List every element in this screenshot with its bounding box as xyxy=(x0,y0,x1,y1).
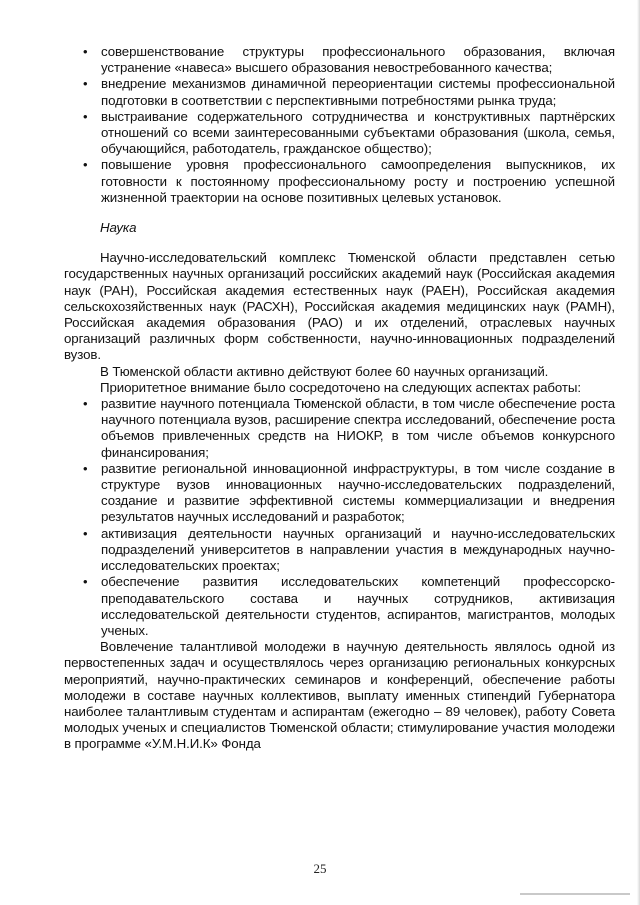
bullet-icon: • xyxy=(83,460,88,476)
list-item xyxy=(64,157,615,206)
list-item xyxy=(64,461,615,526)
bullet-icon: • xyxy=(83,108,88,124)
paragraph: Приоритетное внимание было сосредоточено на следующих аспектах работы: xyxy=(100,379,581,395)
list-item-text: развитие региональной инновационной инфраструктуры, в том числе создание в структуре вузов инновационных научно-исследовательских подразделений, создание и развитие эффективной системы коммерциализации и внедрения результатов научных исследований и разработок; xyxy=(101,460,615,525)
page-number: 25 xyxy=(313,861,327,876)
list-item-text: обеспечение развития исследовательских компетенций профессорско-преподавательского состава и научных сотрудников, активизация исследовательской деятельности студентов, аспирантов, магистрантов, молодых ученых. xyxy=(101,574,615,638)
page-content xyxy=(64,44,615,753)
section-heading: Наука xyxy=(100,220,137,236)
scan-bottom-mark xyxy=(520,893,630,895)
list-item-text: выстраивание содержательного сотрудничества и конструктивных партнёрских отношений со всеми заинтересованными субъектами образования (школа, семья, обучающийся, работодатель, гражданское общество); xyxy=(101,108,615,157)
bullet-icon: • xyxy=(83,525,88,541)
list-item-text: повышение уровня профессионального самоопределения выпускников, их готовности к постоянному профессиональному росту и построению успешной жизненной траектории на основе позитивных целевых установок. xyxy=(101,157,615,205)
science-bullet-list xyxy=(64,396,615,639)
bullet-icon: • xyxy=(83,44,88,59)
education-bullet-list xyxy=(64,44,615,206)
paragraph: Научно-исследовательский комплекс Тюменской области представлен сетью государственных научных организаций российских академий наук (Российская академия наук (РАН), Российская академия естественных наук (РАЕН), Российская академия сельскохозяйственных наук (РАСХН), Российская академия медицинских наук (РАМН), Российская академия образования (РАО) и их отделений, отраслевых научных организаций различных форм собственности, научно-инновационных подразделений вузов. xyxy=(64,250,615,363)
list-item-text: развитие научного потенциала Тюменской области, в том числе обеспечение роста научного потенциала вузов, расширение спектра исследований, обеспечение роста объемов привлеченных средств на НИОКР, в том числе объемов конкурсного финансирования; xyxy=(101,396,615,460)
list-item xyxy=(64,44,615,76)
list-item-text: внедрение механизмов динамичной переориентации системы профессиональной подготовки в соответствии с перспективными потребностями рынка труда; xyxy=(101,76,615,108)
paragraph: В Тюменской области активно действуют более 60 научных организаций. xyxy=(100,363,549,379)
list-item-text: совершенствование структуры профессионального образования, включая устранение «навеса» высшего образования невостребованного качества; xyxy=(101,44,615,76)
list-item xyxy=(64,109,615,158)
list-item xyxy=(64,76,615,108)
bullet-icon: • xyxy=(83,157,88,173)
bullet-icon: • xyxy=(83,574,88,590)
list-item xyxy=(64,526,615,575)
list-item-text: активизация деятельности научных организаций и научно-исследовательских подразделений университетов в направлении участия в международных научно-исследовательских проектах; xyxy=(101,525,615,574)
list-item xyxy=(64,396,615,461)
bullet-icon: • xyxy=(83,396,88,412)
closing-paragraph: Вовлечение талантливой молодежи в научную деятельность являлось одной из первостепенных задач и осуществлялось через организацию региональных конкурсных мероприятий, научно-практических семинаров и конференций, обеспечение работы молодежи в составе научных коллективов, выплату именных стипендий Губернатора наиболее талантливым студентам и аспирантам (ежегодно – 89 человек), работу Совета молодых ученых и специалистов Тюменской области; стимулирование участия молодежи в программе «У.М.Н.И.К» Фонда xyxy=(64,639,615,752)
bullet-icon: • xyxy=(83,76,88,92)
list-item xyxy=(64,574,615,639)
